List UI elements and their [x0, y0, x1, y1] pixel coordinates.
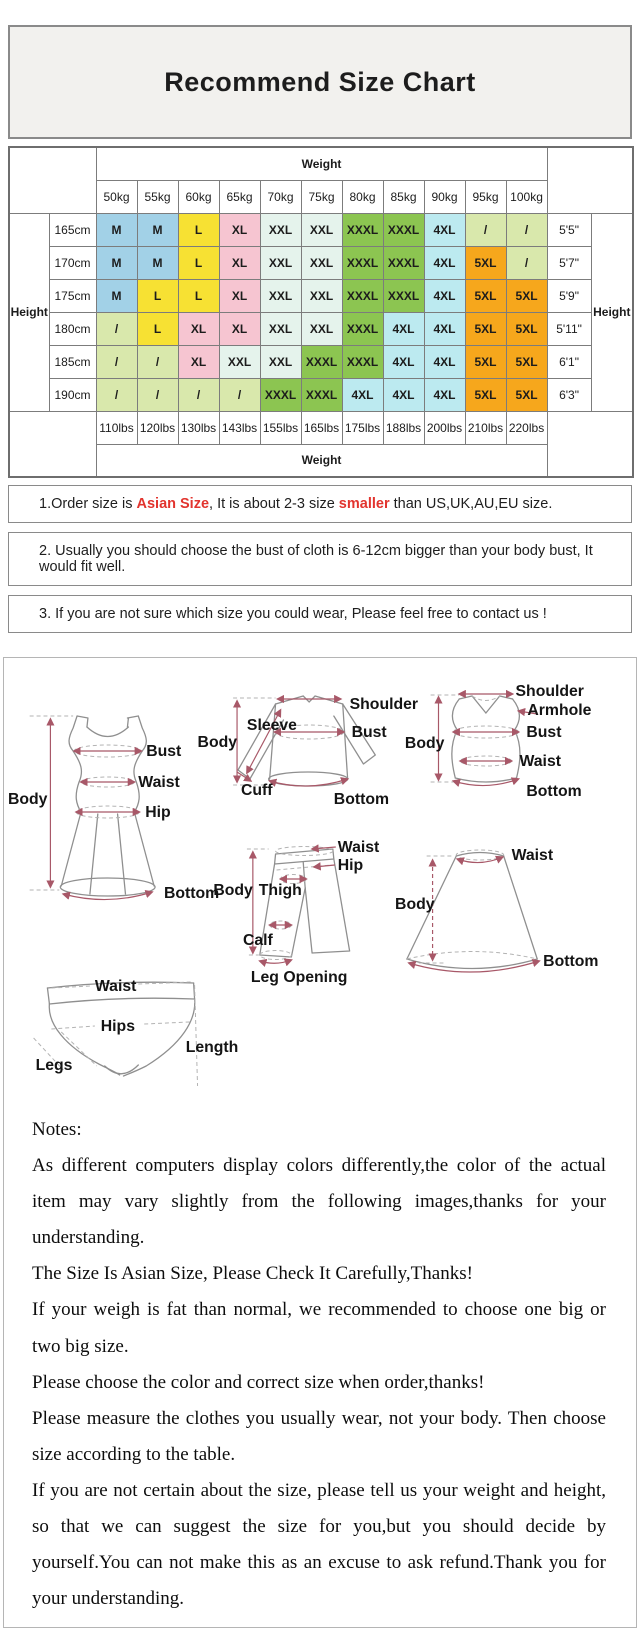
- size-chart-table: [8, 146, 634, 478]
- size-cell: 4XL: [424, 213, 465, 246]
- table-row: [9, 213, 633, 246]
- notes-heading: Notes:: [32, 1119, 82, 1140]
- note-text: 1.Order size is: [39, 496, 137, 512]
- kg-label: 90kg: [424, 180, 465, 213]
- size-cell: XL: [178, 345, 219, 378]
- height-ft: 6'1": [547, 345, 591, 378]
- size-cell: /: [506, 246, 547, 279]
- size-cell: /: [137, 345, 178, 378]
- size-cell: XXL: [260, 279, 301, 312]
- note-paragraph: As different computers display colors differently,the color of the actual item may vary slightly from the following images,thanks for your understanding.: [32, 1155, 606, 1249]
- kg-label: 100kg: [506, 180, 547, 213]
- kg-label: 95kg: [465, 180, 506, 213]
- size-cell: 5XL: [465, 378, 506, 411]
- shirt-bottom-label: Bottom: [333, 790, 390, 809]
- table-row: [9, 345, 633, 378]
- size-cell: 4XL: [383, 345, 424, 378]
- height-cm: 175cm: [49, 279, 96, 312]
- vest-diagram: [405, 683, 592, 800]
- lbs-label: 130lbs: [178, 411, 219, 444]
- size-cell: L: [178, 246, 219, 279]
- size-cell: /: [219, 378, 260, 411]
- garment-diagrams: [4, 658, 636, 1108]
- note-text-highlight: Asian Size: [136, 496, 210, 512]
- corner-bottom-right: [547, 411, 633, 477]
- corner-top-left: [9, 147, 96, 213]
- lbs-label: 110lbs: [96, 411, 137, 444]
- size-cell: M: [96, 246, 137, 279]
- skirt-bottom-label: Bottom: [543, 952, 599, 971]
- kg-label: 65kg: [219, 180, 260, 213]
- height-cm: 170cm: [49, 246, 96, 279]
- vest-armhole-label: Armhole: [527, 701, 592, 720]
- size-cell: XXXL: [342, 213, 383, 246]
- lbs-label: 155lbs: [260, 411, 301, 444]
- size-cell: XXXL: [342, 246, 383, 279]
- size-cell: XXL: [301, 213, 342, 246]
- size-cell: XXL: [260, 345, 301, 378]
- skirt-body-label: Body: [395, 895, 435, 914]
- size-cell: /: [506, 213, 547, 246]
- size-cell: 4XL: [383, 312, 424, 345]
- height-cm: 190cm: [49, 378, 96, 411]
- size-cell: XXXL: [383, 213, 424, 246]
- size-cell: XXXL: [301, 378, 342, 411]
- size-cell: L: [178, 213, 219, 246]
- note-paragraph: Please choose the color and correct size when order,thanks!: [32, 1371, 485, 1393]
- measurement-diagram: [4, 658, 636, 1108]
- shirt-sleeve-label: Sleeve: [246, 716, 297, 735]
- height-header-right: Height: [591, 213, 633, 411]
- lbs-row: [9, 411, 633, 444]
- lbs-label: 175lbs: [342, 411, 383, 444]
- lbs-label: 188lbs: [383, 411, 424, 444]
- title-box: [8, 25, 632, 139]
- size-chart-section: [0, 0, 640, 633]
- dress-bottom-label: Bottom: [163, 884, 220, 903]
- note-text-highlight: smaller: [338, 496, 390, 512]
- size-cell: XL: [219, 213, 260, 246]
- height-ft: 5'5": [547, 213, 591, 246]
- note-paragraph: If your weigh is fat than normal, we recommended to choose one big or two big size.: [32, 1299, 606, 1357]
- kg-label: 80kg: [342, 180, 383, 213]
- brief-diagram: [34, 978, 239, 1086]
- size-cell: XXXL: [383, 246, 424, 279]
- lbs-label: 220lbs: [506, 411, 547, 444]
- size-cell: XL: [219, 246, 260, 279]
- size-cell: XL: [178, 312, 219, 345]
- order-note-2: [8, 532, 632, 586]
- table-row: [9, 246, 633, 279]
- vest-bust-label: Bust: [526, 723, 562, 742]
- vest-waist-label: Waist: [519, 752, 562, 771]
- pants-hip-label: Hip: [337, 856, 364, 875]
- size-cell: XXXL: [260, 378, 301, 411]
- size-cell: 4XL: [424, 279, 465, 312]
- corner-top-right: [547, 147, 633, 213]
- size-cell: /: [465, 213, 506, 246]
- size-cell: M: [137, 246, 178, 279]
- skirt-diagram: [395, 847, 598, 972]
- dress-body-label: Body: [7, 790, 48, 809]
- size-cell: XXL: [301, 312, 342, 345]
- note-text: , It is about 2-3 size: [209, 496, 339, 512]
- size-cell: 4XL: [424, 312, 465, 345]
- size-cell: XXL: [260, 213, 301, 246]
- pants-diagram: [213, 839, 380, 986]
- note-paragraph: Please measure the clothes you usually wear, not your body. Then choose size according to the table.: [32, 1407, 606, 1465]
- size-cell: L: [137, 312, 178, 345]
- shirt-diagram: [198, 696, 419, 808]
- size-cell: /: [96, 345, 137, 378]
- kg-label: 60kg: [178, 180, 219, 213]
- size-cell: M: [96, 279, 137, 312]
- dress-bust-label: Bust: [146, 742, 182, 761]
- size-cell: 4XL: [383, 378, 424, 411]
- brief-legs-label: Legs: [35, 1056, 73, 1075]
- size-cell: XXXL: [301, 345, 342, 378]
- size-cell: 5XL: [506, 312, 547, 345]
- note-paragraph: The Size Is Asian Size, Please Check It Carefully,Thanks!: [32, 1263, 473, 1285]
- pants-waist-label: Waist: [337, 838, 380, 857]
- size-cell: 4XL: [424, 345, 465, 378]
- height-cm: 185cm: [49, 345, 96, 378]
- size-cell: 5XL: [465, 279, 506, 312]
- size-cell: XXL: [219, 345, 260, 378]
- height-ft: 5'9": [547, 279, 591, 312]
- skirt-waist-label: Waist: [511, 846, 554, 865]
- size-cell: 4XL: [342, 378, 383, 411]
- pants-leg-opening-label: Leg Opening: [250, 968, 348, 987]
- note-paragraph: If you are not certain about the size, please tell us your weight and height, so that we can suggest the size for you,but you should decide by yourself.You can not make this as an excuse to ask refund.Thank you for your understanding.: [32, 1479, 606, 1610]
- size-cell: XL: [219, 312, 260, 345]
- table-row: [9, 279, 633, 312]
- size-cell: XXXL: [342, 345, 383, 378]
- vest-body-label: Body: [404, 734, 445, 753]
- kg-row: [9, 180, 633, 213]
- size-cell: XXL: [301, 279, 342, 312]
- lbs-label: 120lbs: [137, 411, 178, 444]
- order-note-3: [8, 595, 632, 633]
- weight-header-top: Weight: [96, 147, 547, 180]
- height-cm: 165cm: [49, 213, 96, 246]
- kg-label: 75kg: [301, 180, 342, 213]
- vest-bottom-label: Bottom: [526, 782, 582, 801]
- size-cell: 5XL: [465, 246, 506, 279]
- shirt-body-label: Body: [197, 733, 238, 752]
- table-row: [9, 312, 633, 345]
- lbs-label: 210lbs: [465, 411, 506, 444]
- height-ft: 6'3": [547, 378, 591, 411]
- size-cell: 5XL: [465, 312, 506, 345]
- lbs-label: 200lbs: [424, 411, 465, 444]
- weight-header-bottom: Weight: [96, 444, 547, 477]
- vest-shoulder-label: Shoulder: [515, 682, 584, 701]
- pants-thigh-label: Thigh: [258, 881, 302, 900]
- size-cell: XXL: [301, 246, 342, 279]
- size-cell: XXL: [260, 246, 301, 279]
- note-text: 3. If you are not sure which size you could wear, Please feel free to contact us !: [39, 606, 547, 622]
- lbs-label: 143lbs: [219, 411, 260, 444]
- note-text: than US,UK,AU,EU size.: [389, 496, 553, 512]
- height-header-left: Height: [9, 213, 49, 411]
- height-ft: 5'11": [547, 312, 591, 345]
- size-cell: /: [137, 378, 178, 411]
- size-cell: XXL: [260, 312, 301, 345]
- size-cell: XXXL: [342, 279, 383, 312]
- size-cell: 4XL: [424, 246, 465, 279]
- table-row: [9, 378, 633, 411]
- pants-calf-label: Calf: [242, 931, 273, 950]
- order-note-1: [8, 485, 632, 523]
- corner-bottom-left: [9, 411, 96, 477]
- brief-length-label: Length: [185, 1038, 239, 1057]
- note-text: 2. Usually you should choose the bust of cloth is 6-12cm bigger than your body bust, It would fit well.: [39, 543, 593, 575]
- brief-waist-label: Waist: [94, 977, 137, 996]
- size-cell: L: [178, 279, 219, 312]
- kg-label: 50kg: [96, 180, 137, 213]
- shirt-cuff-label: Cuff: [241, 781, 273, 800]
- bottom-notes: [4, 1108, 636, 1627]
- height-ft: 5'7": [547, 246, 591, 279]
- shirt-shoulder-label: Shoulder: [349, 695, 419, 714]
- size-cell: XXXL: [342, 312, 383, 345]
- size-cell: XL: [219, 279, 260, 312]
- shirt-bust-label: Bust: [351, 723, 387, 742]
- dress-hip-label: Hip: [145, 803, 171, 822]
- size-cell: 5XL: [506, 345, 547, 378]
- dress-waist-label: Waist: [138, 773, 180, 792]
- kg-label: 55kg: [137, 180, 178, 213]
- size-cell: 5XL: [465, 345, 506, 378]
- size-cell: /: [96, 312, 137, 345]
- size-cell: M: [96, 213, 137, 246]
- lbs-label: 165lbs: [301, 411, 342, 444]
- size-cell: M: [137, 213, 178, 246]
- pants-body-label: Body: [213, 881, 253, 900]
- size-cell: 5XL: [506, 378, 547, 411]
- kg-label: 70kg: [260, 180, 301, 213]
- size-cell: XXXL: [383, 279, 424, 312]
- size-cell: 5XL: [506, 279, 547, 312]
- brief-hips-label: Hips: [100, 1017, 135, 1036]
- page-title: Recommend Size Chart: [164, 66, 476, 97]
- kg-label: 85kg: [383, 180, 424, 213]
- measurement-section: [3, 657, 637, 1628]
- size-cell: 4XL: [424, 378, 465, 411]
- size-cell: /: [96, 378, 137, 411]
- height-cm: 180cm: [49, 312, 96, 345]
- dress-diagram: [8, 716, 219, 902]
- size-cell: /: [178, 378, 219, 411]
- size-cell: L: [137, 279, 178, 312]
